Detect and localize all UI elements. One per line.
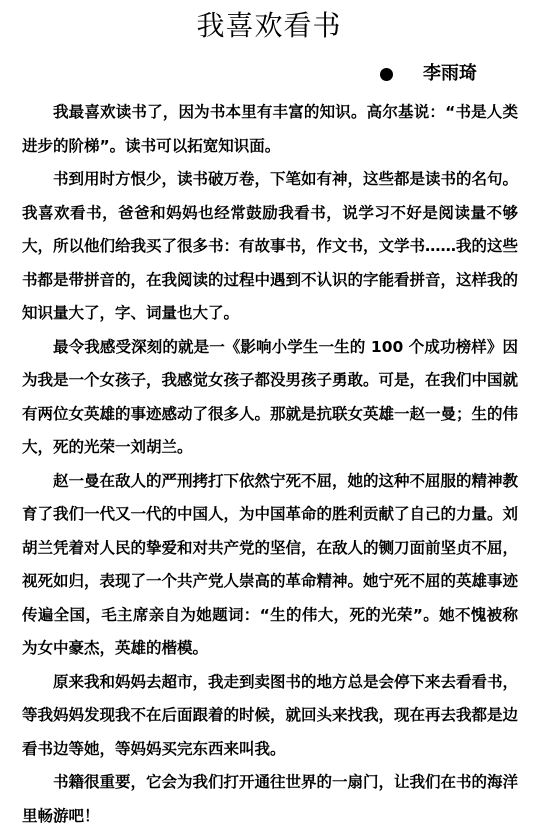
- paragraph: 书籍很重要，它会为我们打开通往世界的一扇门，让我们在书的海洋里畅游吧！: [22, 773, 519, 825]
- paragraph: 最令我感受深刻的就是一《影响小学生一生的 100 个成功榜样》因为我是一个女孩子，我感觉女孩子都没男孩子勇敢。可是，在我们中国就有两位女英雄的事迹感动了很多人。那就是抗联女英雄一赵一曼；生的伟大，死的光荣一刘胡兰。: [22, 337, 519, 456]
- paragraph: 书到用时方恨少，读书破万卷，下笔如有神，这些都是读书的名句。我喜欢看书，爸爸和妈妈也经常鼓励我看书，说学习不好是阅读量不够大，所以他们给我买了很多书：有故事书，作文书，文学书……我的这些书都是带拼音的，在我阅读的过程中遇到不认识的字能看拼音，这样我的知识量大了，字、词量也大了。: [22, 170, 519, 322]
- paragraph: 原来我和妈妈去超市，我走到卖图书的地方总是会停下来去看看书，等我妈妈发现我不在后面跟着的时候，就回头来找我，现在再去我都是边看书边等她，等妈妈买完东西来叫我。: [22, 672, 519, 758]
- essay-body: [22, 96, 518, 833]
- essay-title: 我喜欢看书: [196, 9, 342, 42]
- bullet-dot-icon: [380, 68, 393, 81]
- paragraph: 我最喜欢读书了，因为书本里有丰富的知识。高尔基说：“书是人类进步的阶梯”。读书可以拓宽知识面。: [22, 103, 518, 155]
- author-line: [380, 60, 477, 88]
- paragraph: 赵一曼在敌人的严刑拷打下依然宁死不屈，她的这种不屈服的精神教育了我们一代又一代的中国人，为中国革命的胜利贡献了自己的力量。刘胡兰凭着对人民的挚爱和对共产党的坚信，在敌人的铡刀面前坚贞不屈，视死如归，表现了一个共产党人崇高的革命精神。她宁死不屈的英雄事迹传遍全国，毛主席亲自为她题词：“生的伟大，死的光荣”。她不愧被称为女中豪杰，英雄的楷模。: [22, 471, 519, 657]
- author-name: 李雨琦: [423, 63, 477, 84]
